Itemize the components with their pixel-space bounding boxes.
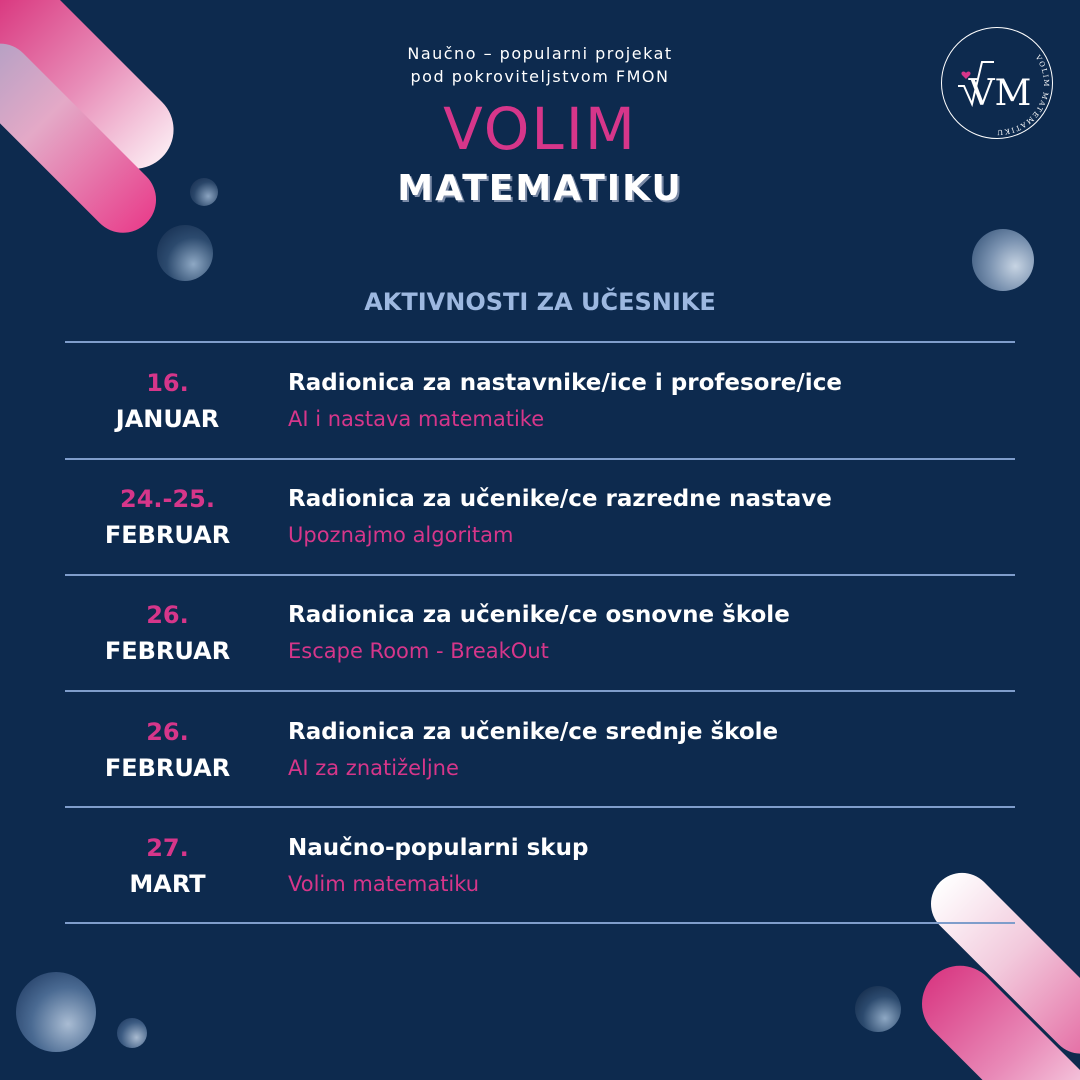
event-subtitle: Upoznajmo algoritam — [288, 523, 514, 547]
event-date — [100, 830, 235, 902]
title-matematiku: MATEMATIKU — [397, 168, 683, 209]
schedule-row — [65, 808, 1015, 922]
event-month: MART — [129, 870, 206, 898]
logo-ring-text: VOLIM MATEMATIKU — [995, 53, 1051, 137]
title-volim: VOLIM — [443, 95, 637, 163]
schedule-row — [65, 692, 1015, 806]
event-month: FEBRUAR — [104, 637, 231, 665]
event-date — [100, 481, 235, 553]
event-title: Radionica za učenike/ce razredne nastave — [288, 486, 832, 512]
event-info — [288, 365, 1008, 437]
section-heading: AKTIVNOSTI ZA UČESNIKE — [364, 288, 716, 316]
schedule-row — [65, 343, 1015, 457]
event-day: 24.-25. — [120, 485, 215, 513]
vm-logo — [941, 27, 1053, 139]
event-subtitle: Escape Room - BreakOut — [288, 639, 549, 663]
event-month: FEBRUAR — [104, 521, 231, 549]
logo-monogram: VM — [968, 73, 1032, 114]
event-subtitle: AI za znatiželjne — [288, 756, 459, 780]
decor-sphere — [157, 225, 213, 281]
event-date — [100, 714, 235, 786]
project-subtitle-line2: pod pokroviteljstvom FMON — [410, 67, 670, 86]
event-info — [288, 481, 1008, 553]
divider — [65, 922, 1015, 924]
decor-sphere — [855, 986, 901, 1032]
decor-sphere — [16, 972, 96, 1052]
event-title: Radionica za nastavnike/ice i profesore/ice — [288, 370, 842, 396]
decor-sphere — [117, 1018, 147, 1048]
event-day: 26. — [146, 601, 189, 629]
project-subtitle-line1: Naučno – popularni projekat — [407, 44, 673, 63]
event-info — [288, 597, 1008, 669]
event-date — [100, 597, 235, 669]
event-month: JANUAR — [115, 405, 220, 433]
vm-logo-icon — [942, 28, 1054, 140]
event-info — [288, 830, 1008, 902]
event-title: Naučno-popularni skup — [288, 835, 589, 861]
event-title: Radionica za učenike/ce srednje škole — [288, 719, 779, 745]
event-month: FEBRUAR — [104, 754, 231, 782]
event-info — [288, 714, 1008, 786]
event-subtitle: Volim matematiku — [288, 872, 480, 896]
event-day: 26. — [146, 718, 189, 746]
event-day: 27. — [146, 834, 189, 862]
event-title: Radionica za učenike/ce osnovne škole — [288, 602, 790, 628]
schedule-row — [65, 575, 1015, 689]
event-date — [100, 365, 235, 437]
decor-sphere — [972, 229, 1034, 291]
event-subtitle: AI i nastava matematike — [288, 407, 545, 431]
event-day: 16. — [146, 369, 189, 397]
schedule-row — [65, 459, 1015, 573]
